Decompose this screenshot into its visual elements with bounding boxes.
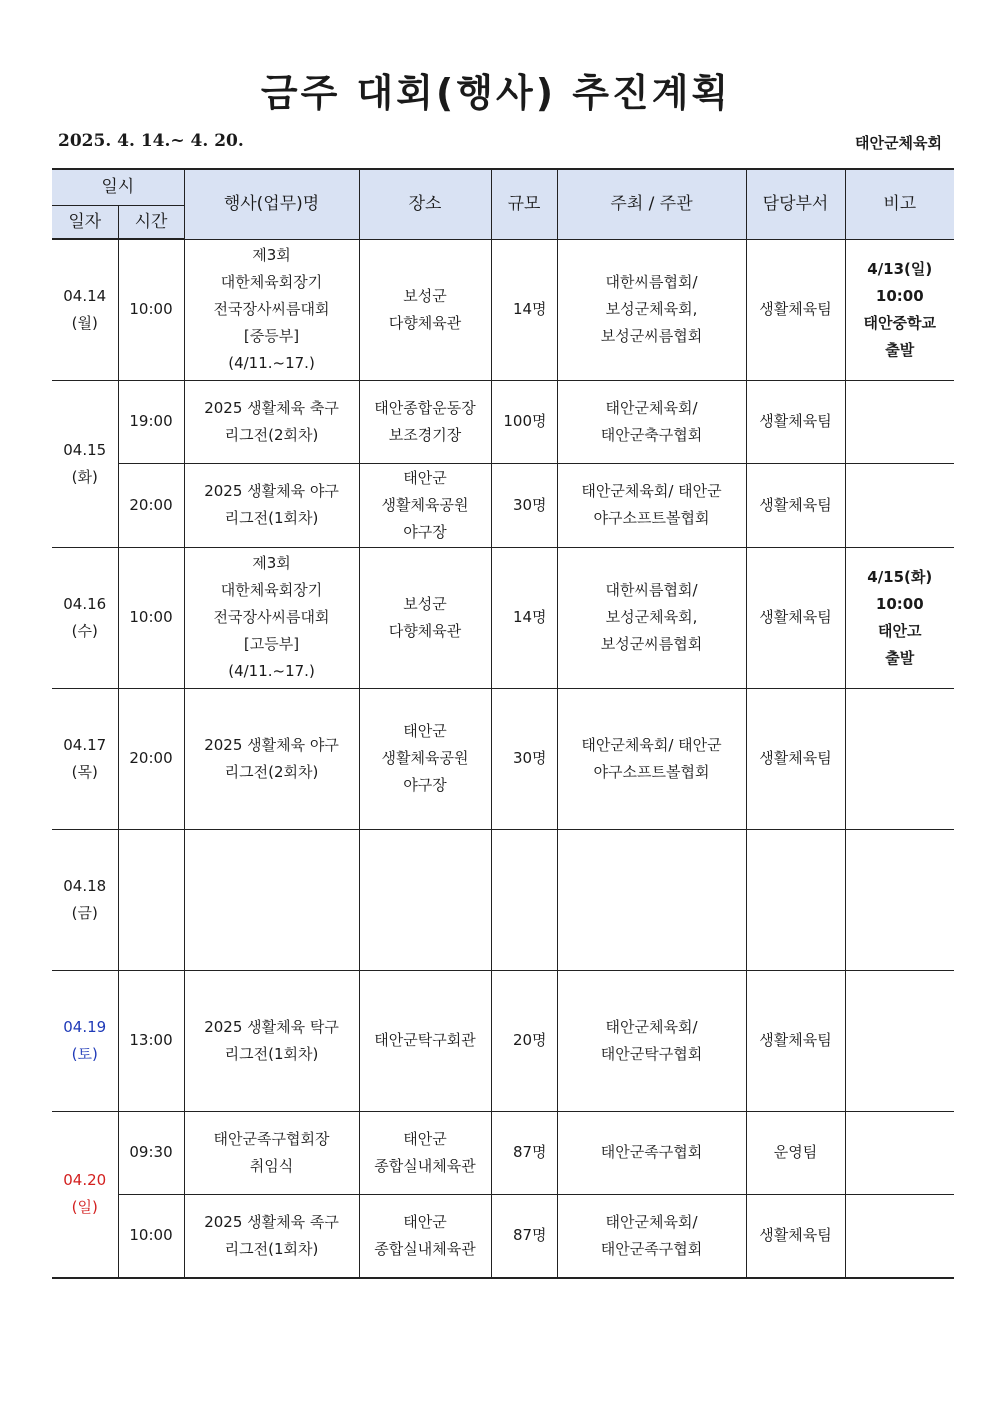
host-cell <box>557 829 746 970</box>
host-cell <box>557 380 746 463</box>
note-cell <box>845 463 954 547</box>
scale-cell: 100명 <box>491 380 557 463</box>
place-cell <box>359 970 491 1111</box>
cell-line: 4/13(일) <box>867 259 933 278</box>
cell-line: 보조경기장 <box>388 425 462 444</box>
place-cell <box>359 688 491 829</box>
cell-line: 보성군 <box>403 594 447 613</box>
cell-line: 태안군체육회/ 태안군 <box>581 482 722 500</box>
event-name-cell <box>184 829 359 970</box>
cell-line: 종합실내체육관 <box>374 1239 476 1258</box>
dept-cell: 생활체육팀 <box>746 463 845 547</box>
cell-line: 태안군족구협회장 <box>213 1129 330 1148</box>
event-name-cell <box>184 688 359 829</box>
place-cell <box>359 1194 491 1278</box>
cell-line: 다향체육관 <box>388 313 462 332</box>
weekday-value: (수) <box>71 621 98 640</box>
place-cell <box>359 239 491 380</box>
cell-line: 태안군 <box>403 1129 447 1148</box>
cell-line: 태안군 <box>403 722 447 740</box>
dept-cell: 생활체육팀 <box>746 239 845 380</box>
date-cell <box>52 547 118 688</box>
dept-cell <box>746 829 845 970</box>
note-cell <box>845 380 954 463</box>
table-row <box>52 829 954 970</box>
weekday-value: (토) <box>71 1044 98 1063</box>
date-value: 04.17 <box>63 735 107 754</box>
weekday-value: (월) <box>71 313 98 332</box>
cell-line: 태안군 <box>403 1212 447 1231</box>
cell-line: 태안군체육회/ <box>605 1212 698 1231</box>
cell-line: 제3회 <box>252 554 291 572</box>
scale-cell: 14명 <box>491 239 557 380</box>
table-row <box>52 547 954 688</box>
date-value: 04.16 <box>63 594 107 613</box>
dept-cell: 생활체육팀 <box>746 688 845 829</box>
time-cell: 09:30 <box>118 1111 184 1194</box>
date-cell <box>52 380 118 547</box>
note-cell <box>845 239 954 380</box>
cell-line: 태안군족구협회 <box>600 1143 703 1161</box>
cell-line: 태안종합운동장 <box>374 398 476 417</box>
event-name-cell <box>184 547 359 688</box>
cell-line: 4/15(화) <box>867 567 933 586</box>
cell-line: 보성군씨름협회 <box>600 327 703 345</box>
date-cell <box>52 688 118 829</box>
cell-line: 보성군 <box>403 286 447 305</box>
note-cell <box>845 1194 954 1278</box>
header-scale: 규모 <box>491 169 557 239</box>
dept-cell: 운영팀 <box>746 1111 845 1194</box>
cell-line: 보성군체육회, <box>605 608 698 626</box>
host-cell <box>557 239 746 380</box>
cell-line: 전국장사씨름대회 <box>213 608 330 626</box>
cell-line: 태안군 <box>403 468 447 487</box>
date-value: 04.15 <box>63 440 107 459</box>
cell-line: 10:00 <box>875 594 924 613</box>
cell-line: 2025 생활체육 탁구 <box>204 1017 339 1036</box>
header-dept: 담당부서 <box>746 169 845 239</box>
header-note: 비고 <box>845 169 954 239</box>
cell-line: 제3회 <box>252 246 291 264</box>
host-cell <box>557 688 746 829</box>
header-event: 행사(업무)명 <box>184 169 359 239</box>
cell-line: 대한씨름협회/ <box>605 273 698 291</box>
cell-line: 리그전(2회차) <box>224 425 319 444</box>
cell-line: 태안군체육회/ <box>605 398 698 417</box>
time-cell <box>118 829 184 970</box>
cell-line: 야구장 <box>403 776 447 794</box>
date-cell <box>52 970 118 1111</box>
table-row <box>52 688 954 829</box>
note-cell <box>845 829 954 970</box>
scale-cell: 30명 <box>491 688 557 829</box>
cell-line: 태안군체육회/ <box>605 1017 698 1036</box>
cell-line: 2025 생활체육 족구 <box>204 1212 339 1231</box>
date-cell <box>52 1111 118 1278</box>
scale-cell: 87명 <box>491 1111 557 1194</box>
time-cell: 20:00 <box>118 463 184 547</box>
page-title: 금주 대회(행사) 추진계획 <box>260 71 732 115</box>
cell-line: 2025 생활체육 축구 <box>204 398 339 417</box>
place-cell <box>359 463 491 547</box>
host-cell <box>557 970 746 1111</box>
cell-line: 대한체육회장기 <box>220 581 323 599</box>
time-cell: 19:00 <box>118 380 184 463</box>
time-cell: 10:00 <box>118 1194 184 1278</box>
cell-line: 생활체육공원 <box>381 495 469 514</box>
note-cell <box>845 547 954 688</box>
cell-line: 출발 <box>885 340 915 359</box>
cell-line: (4/11.~17.) <box>228 354 315 372</box>
cell-line: 리그전(2회차) <box>224 762 319 781</box>
scale-cell: 87명 <box>491 1194 557 1278</box>
host-cell <box>557 547 746 688</box>
period-range: 2025. 4. 14.~ 4. 20. <box>58 131 244 151</box>
header-date: 일자 <box>52 205 118 239</box>
event-name-cell <box>184 380 359 463</box>
scale-cell <box>491 829 557 970</box>
schedule-body <box>52 239 954 1278</box>
header-time: 시간 <box>118 205 184 239</box>
header-host: 주최 / 주관 <box>557 169 746 239</box>
cell-line: 대한씨름협회/ <box>605 581 698 599</box>
cell-line: 리그전(1회차) <box>224 1239 319 1258</box>
header-place: 장소 <box>359 169 491 239</box>
date-value: 04.18 <box>63 876 107 895</box>
place-cell <box>359 380 491 463</box>
cell-line: (4/11.~17.) <box>228 662 315 680</box>
organization-name: 태안군체육회 <box>855 134 942 152</box>
weekday-value: (일) <box>71 1198 98 1217</box>
cell-line: 야구소프트볼협회 <box>593 509 710 527</box>
dept-cell: 생활체육팀 <box>746 1194 845 1278</box>
cell-line: 야구장 <box>403 522 447 541</box>
date-value: 04.20 <box>63 1171 107 1190</box>
table-row <box>52 1111 954 1194</box>
schedule-table <box>52 168 954 1279</box>
cell-line: 태안군체육회/ 태안군 <box>581 735 722 754</box>
cell-line: 리그전(1회차) <box>224 1044 319 1063</box>
date-cell <box>52 239 118 380</box>
place-cell <box>359 547 491 688</box>
scale-cell: 20명 <box>491 970 557 1111</box>
event-name-cell <box>184 1194 359 1278</box>
cell-line: 태안고 <box>878 621 922 640</box>
cell-line: 전국장사씨름대회 <box>213 300 330 318</box>
dept-cell: 생활체육팀 <box>746 547 845 688</box>
host-cell <box>557 1194 746 1278</box>
cell-line: 다향체육관 <box>388 621 462 640</box>
dept-cell: 생활체육팀 <box>746 970 845 1111</box>
cell-line: 태안군축구협회 <box>600 425 703 444</box>
cell-line: 출발 <box>885 648 915 667</box>
cell-line: 2025 생활체육 야구 <box>204 735 339 754</box>
date-value: 04.19 <box>63 1017 107 1036</box>
note-cell <box>845 970 954 1111</box>
note-cell <box>845 1111 954 1194</box>
cell-line: 태안군탁구회관 <box>374 1031 476 1049</box>
cell-line: 10:00 <box>875 286 924 305</box>
weekday-value: (화) <box>71 467 98 486</box>
weekday-value: (목) <box>71 762 98 781</box>
scale-cell: 30명 <box>491 463 557 547</box>
date-cell <box>52 829 118 970</box>
time-cell: 20:00 <box>118 688 184 829</box>
place-cell <box>359 1111 491 1194</box>
event-name-cell <box>184 239 359 380</box>
event-name-cell <box>184 463 359 547</box>
note-cell <box>845 688 954 829</box>
table-row <box>52 1194 954 1278</box>
host-cell <box>557 463 746 547</box>
event-name-cell <box>184 970 359 1111</box>
table-row <box>52 463 954 547</box>
weekday-value: (금) <box>71 903 98 922</box>
scale-cell: 14명 <box>491 547 557 688</box>
cell-line: 리그전(1회차) <box>224 509 319 527</box>
cell-line: 태안군탁구협회 <box>600 1044 703 1063</box>
time-cell: 10:00 <box>118 239 184 380</box>
cell-line: 취임식 <box>249 1156 294 1175</box>
table-row <box>52 970 954 1111</box>
time-cell: 13:00 <box>118 970 184 1111</box>
table-row <box>52 239 954 380</box>
cell-line: 보성군체육회, <box>605 300 698 318</box>
time-cell: 10:00 <box>118 547 184 688</box>
cell-line: 생활체육공원 <box>381 749 469 767</box>
date-value: 04.14 <box>63 286 107 305</box>
place-cell <box>359 829 491 970</box>
cell-line: 태안군족구협회 <box>600 1239 703 1258</box>
cell-line: 종합실내체육관 <box>374 1156 476 1175</box>
cell-line: 2025 생활체육 야구 <box>204 482 339 500</box>
dept-cell: 생활체육팀 <box>746 380 845 463</box>
cell-line: [고등부] <box>243 635 300 653</box>
cell-line: 보성군씨름협회 <box>600 635 703 653</box>
cell-line: [중등부] <box>243 327 300 345</box>
cell-line: 야구소프트볼협회 <box>593 762 710 781</box>
header-datetime: 일시 <box>52 169 184 205</box>
host-cell <box>557 1111 746 1194</box>
cell-line: 대한체육회장기 <box>220 273 323 291</box>
table-row <box>52 380 954 463</box>
event-name-cell <box>184 1111 359 1194</box>
cell-line: 태안중학교 <box>863 313 936 332</box>
